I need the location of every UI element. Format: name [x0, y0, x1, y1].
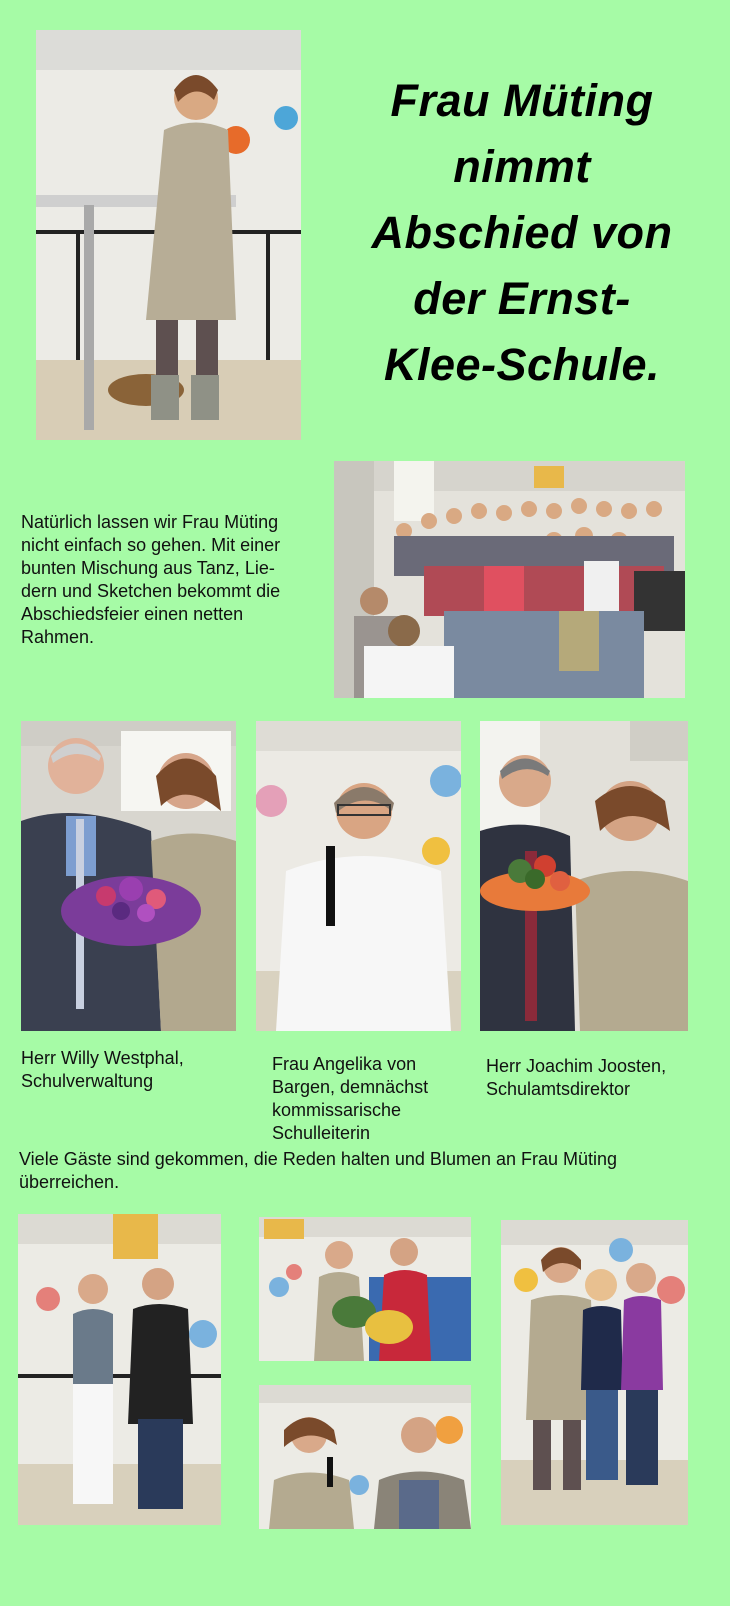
photo-joosten	[480, 721, 688, 1031]
title-line-1: Frau Müting	[390, 75, 654, 126]
guests-paragraph	[19, 1148, 724, 1194]
caption-line: Frau Angelika von	[272, 1054, 417, 1074]
title-line-3: Abschied von	[371, 207, 673, 258]
title-line-2: nimmt	[453, 141, 591, 192]
intro-line: nicht einfach so gehen. Mit einer	[21, 535, 281, 555]
intro-paragraph	[21, 511, 326, 649]
guests-line: Viele Gäste sind gekommen, die Reden halten und Blumen an Frau Müting	[19, 1149, 618, 1169]
caption-line: Schulamtsdirektor	[486, 1079, 631, 1099]
photo-flowers-handover	[259, 1217, 471, 1361]
photo-westphal	[21, 721, 236, 1031]
intro-line: dern und Sketchen bekommt die	[21, 581, 281, 601]
intro-line: bunten Mischung aus Tanz, Lie-	[21, 558, 275, 578]
page-title	[322, 68, 722, 398]
intro-line: Rahmen.	[21, 627, 95, 647]
caption-von-bargen	[272, 1053, 472, 1145]
caption-line: kommissarische	[272, 1100, 402, 1120]
caption-westphal	[21, 1047, 246, 1093]
photo-microphone-conversation	[259, 1385, 471, 1529]
photo-guests-on-stage	[18, 1214, 221, 1525]
photo-von-bargen	[256, 721, 461, 1031]
caption-line: Bargen, demnächst	[272, 1077, 429, 1097]
caption-line: Schulverwaltung	[21, 1071, 154, 1091]
title-line-4: der Ernst-	[413, 273, 631, 324]
photo-children-choir	[334, 461, 685, 698]
caption-line: Herr Joachim Joosten,	[486, 1056, 667, 1076]
guests-line: überreichen.	[19, 1172, 120, 1192]
caption-line: Herr Willy Westphal,	[21, 1048, 184, 1068]
photo-children-farewell	[501, 1220, 688, 1525]
title-line-5: Klee-Schule.	[383, 339, 661, 390]
intro-line: Abschiedsfeier einen netten	[21, 604, 244, 624]
photo-speaker-lectern	[36, 30, 301, 440]
caption-line: Schulleiterin	[272, 1123, 371, 1143]
caption-joosten	[486, 1055, 721, 1101]
intro-line: Natürlich lassen wir Frau Müting	[21, 512, 279, 532]
